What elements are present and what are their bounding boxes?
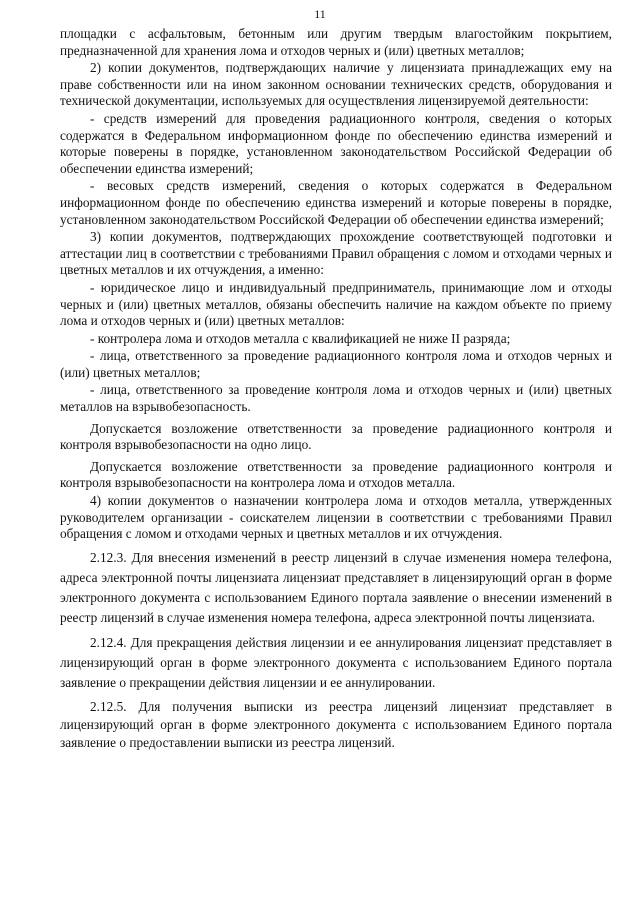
paragraph-weighing-instruments: - весовых средств измерений, сведения о которых содержатся в Федеральном информационном фонде по обеспечению единства измерений и которые поверены в порядке, установленном законодательством Российской Федерации об обеспечении единства измерений; bbox=[60, 178, 612, 227]
paragraph-radiation-responsible: - лица, ответственного за проведение радиационного контроля лома и отходов черных и (или) цветных металлов; bbox=[60, 348, 612, 380]
paragraph-item-4: 4) копии документов о назначении контролера лома и отходов металла, утвержденных руководителем организации - соискателем лицензии в соответствии с требованиями Правил обращения с ломом и отходами черных и цветных металлов и их отчуждения. bbox=[60, 493, 612, 542]
paragraph-item-3: 3) копии документов, подтверждающих прохождение соответствующей подготовки и аттестации лиц в соответствии с требованиями Правил обращения с ломом и отходами черных и цветных металлов и их отчуждения, а именно: bbox=[60, 229, 612, 278]
page-number: 11 bbox=[314, 7, 326, 21]
paragraph-2-12-3: 2.12.3. Для внесения изменений в реестр лицензий в случае изменения номера телефона, адреса электронной почты лицензиата лицензиат представляет в лицензирующий орган в форме электронного документа с использованием Единого портала заявление о внесении изменений в реестр лицензий в случае изменения номера телефона, адреса электронной почты лицензиата. bbox=[60, 549, 612, 625]
paragraph-single-person: Допускается возложение ответственности за проведение радиационного контроля и контроля взрывобезопасности на одно лицо. bbox=[60, 420, 612, 453]
document-body bbox=[60, 26, 612, 753]
paragraph-storage-site: площадки с асфальтовым, бетонным или другим твердым влагостойким покрытием, предназначенной для хранения лома и отходов черных и (или) цветных металлов; bbox=[60, 26, 612, 58]
paragraph-controller-responsibility: Допускается возложение ответственности за проведение радиационного контроля и контроля взрывобезопасности на контролера лома и отходов металла. bbox=[60, 458, 612, 491]
paragraph-explosion-responsible: - лица, ответственного за проведение контроля лома и отходов черных и (или) цветных металлов на взрывобезопасность. bbox=[60, 382, 612, 415]
paragraph-item-2: 2) копии документов, подтверждающих наличие у лицензиата принадлежащих ему на праве собственности или на ином законном основании технических средств, оборудования и технической документации, используемых для осуществления лицензируемой деятельности: bbox=[60, 60, 612, 109]
paragraph-controller: - контролера лома и отходов металла с квалификацией не ниже II разряда; bbox=[90, 330, 511, 346]
paragraph-radiation-instruments: - средств измерений для проведения радиационного контроля, сведения о которых содержатся в Федеральном информационном фонде по обеспечению единства измерений и которые поверены в порядке, установленном законодательством Российской Федерации об обеспечении единства измерений; bbox=[60, 110, 612, 176]
paragraph-2-12-4: 2.12.4. Для прекращения действия лицензии и ее аннулирования лицензиат представляет в лицензирующий орган в форме электронного документа с использованием Единого портала заявление о прекращении действия лицензии и ее аннулировании. bbox=[60, 634, 612, 690]
paragraph-2-12-5: 2.12.5. Для получения выписки из реестра лицензий лицензиат представляет в лицензирующий орган в форме электронного документа с использованием Единого портала заявление о предоставлении выписки из реестра лицензий. bbox=[60, 698, 612, 750]
paragraph-entities-obligation: - юридическое лицо и индивидуальный предприниматель, принимающие лом и отходы черных и (или) цветных металлов, обязаны обеспечить наличие на каждом объекте по приему лома и отходов черных и (или) цветных металлов: bbox=[60, 279, 612, 329]
